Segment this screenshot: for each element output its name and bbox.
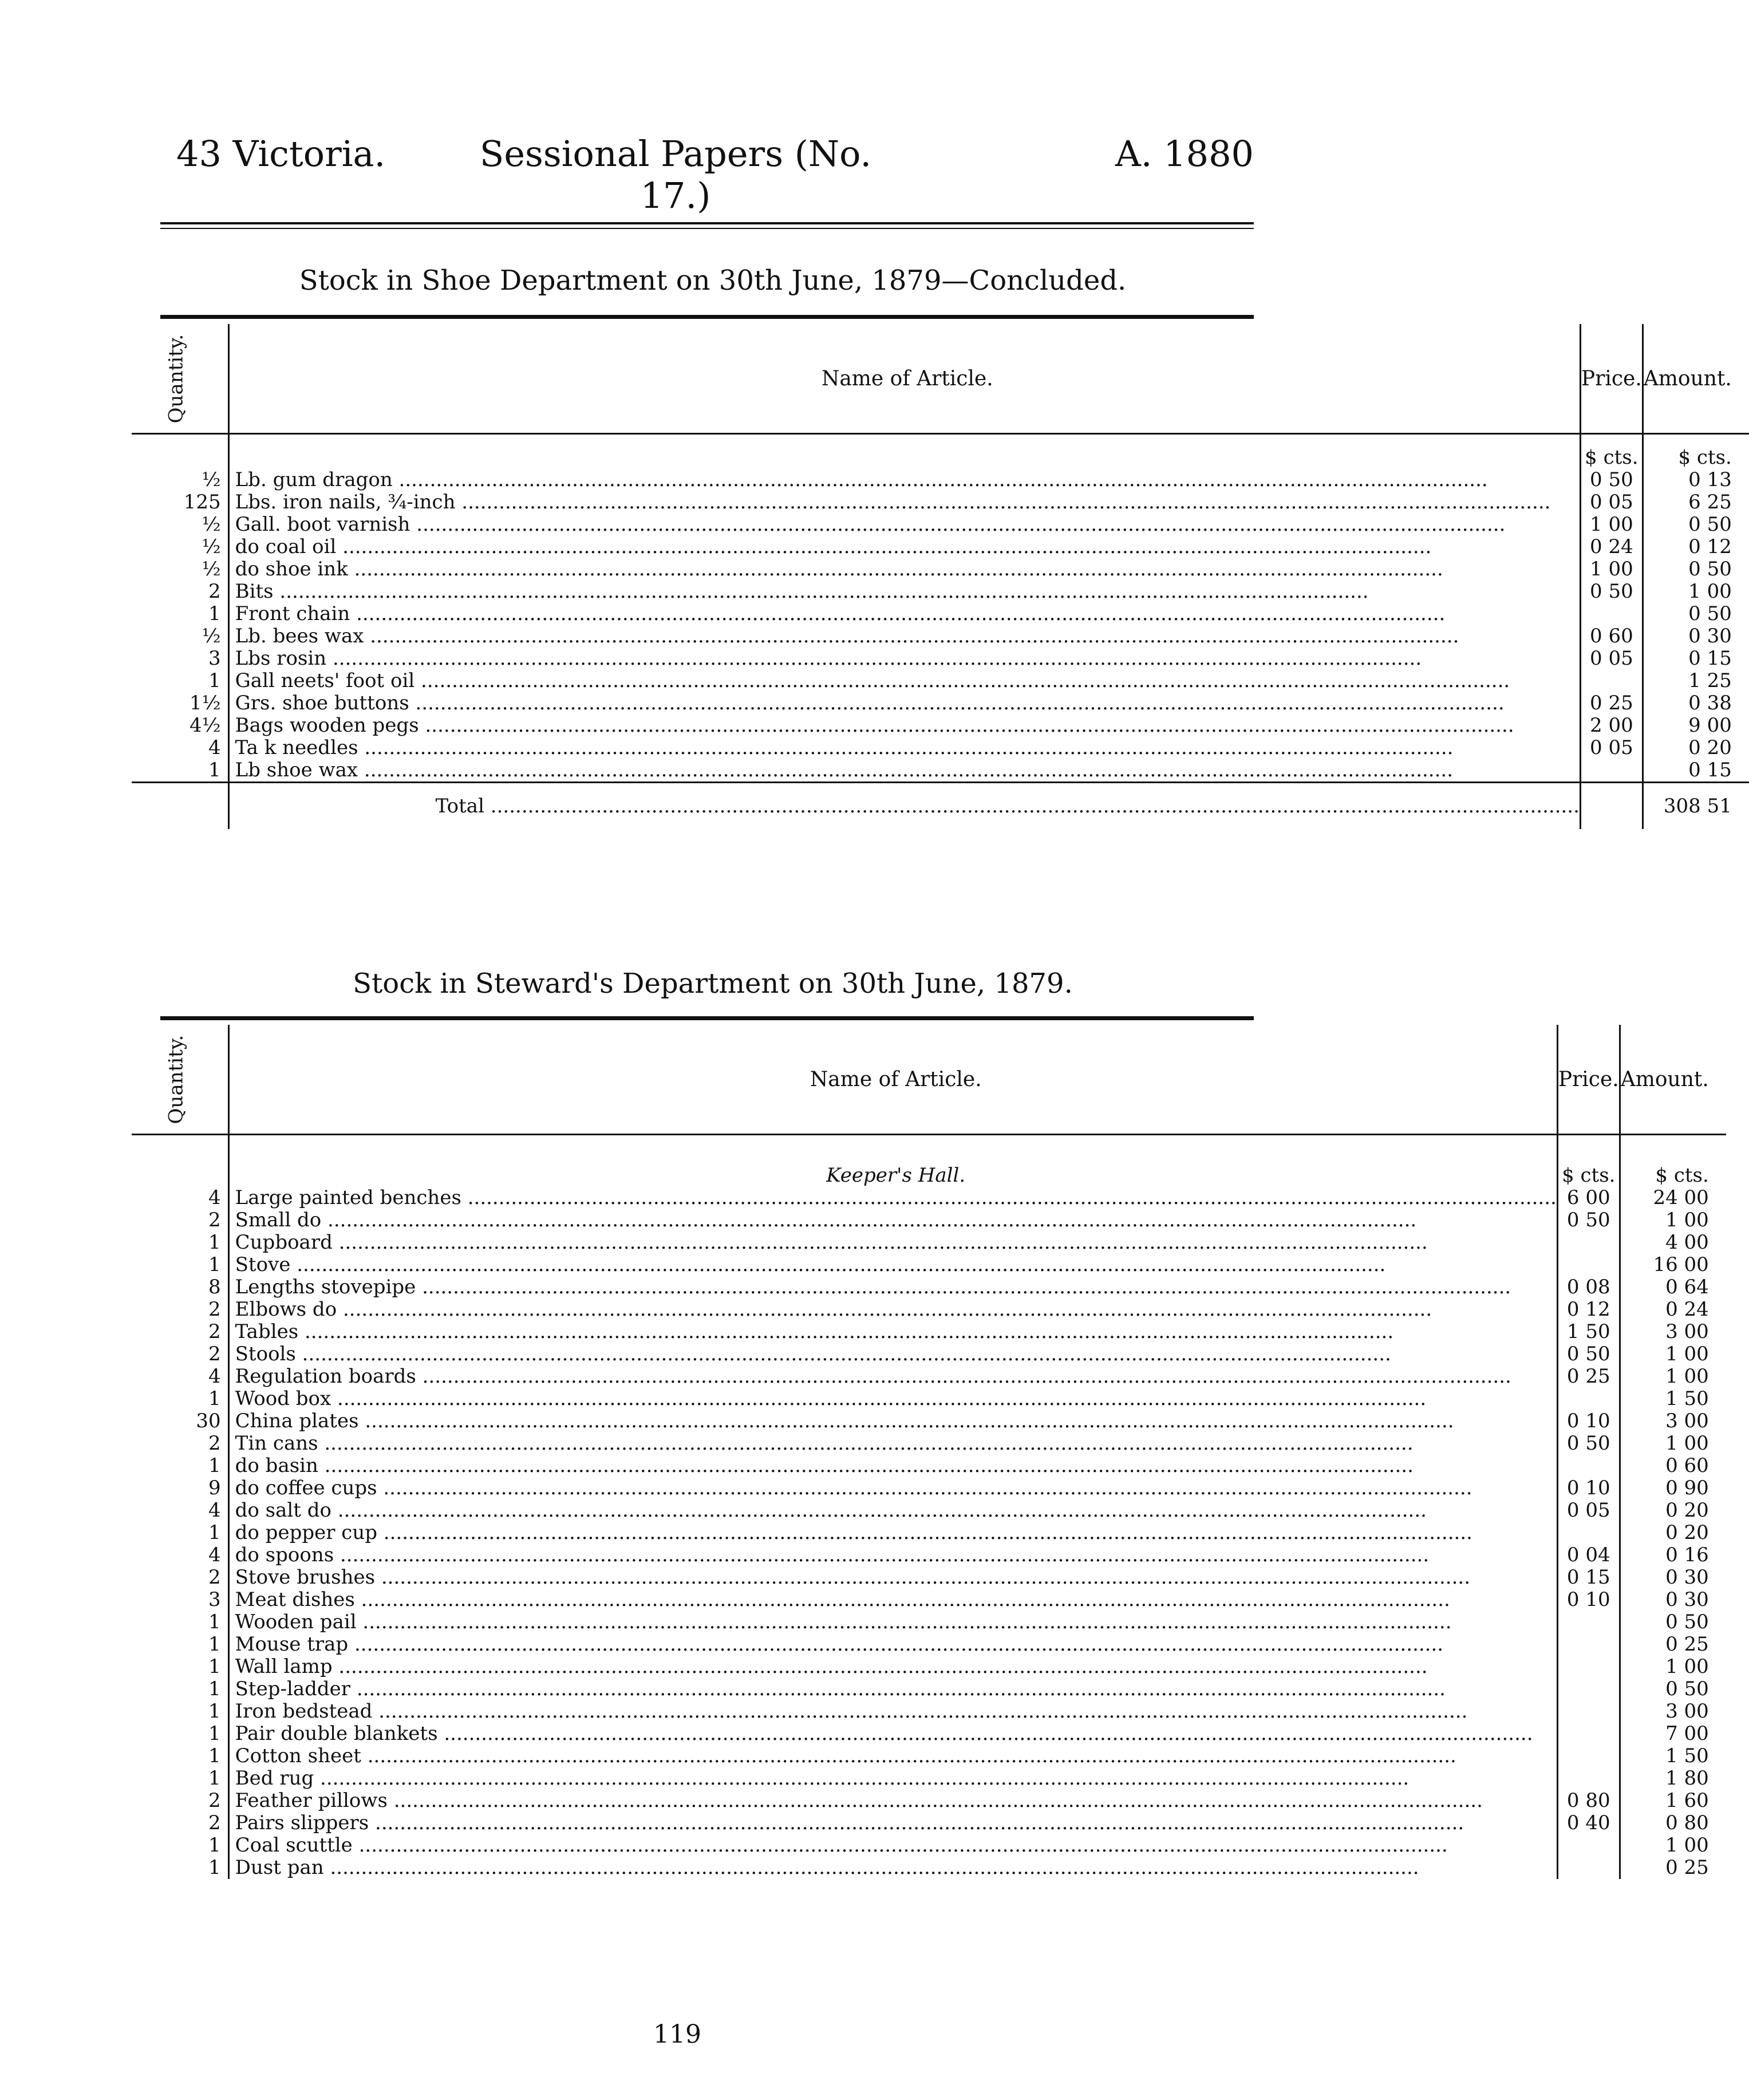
table-row [132,1209,1726,1231]
table-row [132,1499,1726,1522]
table-row [132,1834,1726,1857]
table-row [132,1276,1726,1298]
page-number: 119 [653,2020,701,2049]
article-name-cell: Mouse trap ..... [235,1633,1443,1656]
price-cell: 1 00 [1590,513,1633,536]
price-cell: 0 25 [1566,1365,1610,1388]
price-cell: 0 80 [1566,1789,1610,1812]
amount-cell: 1 00 [1665,1209,1709,1231]
article-name-cell: China plates ..... [235,1410,1454,1432]
quantity-cell: ½ [202,513,221,536]
table-row [132,536,1749,558]
table-row [132,1343,1726,1365]
article-name-cell: Lbs. iron nails, ¾-inch ..... [235,491,1551,514]
article-name-cell: do salt do ..... [235,1499,1427,1522]
amount-cell: 1 60 [1665,1789,1709,1812]
article-name-cell: Stove brushes ..... [235,1566,1470,1589]
header-rule [160,222,1254,224]
amount-cell: 1 00 [1688,580,1732,603]
amount-cell: 6 25 [1688,491,1732,514]
amount-cell: 0 12 [1688,535,1732,558]
quantity-cell: 1 [208,1655,221,1678]
article-name-cell: Pair double blankets ..... [235,1722,1533,1745]
amount-cell: 7 00 [1665,1722,1709,1745]
steward-title-rule [160,1016,1254,1020]
quantity-cell: ½ [202,558,221,581]
quantity-cell: 1 [208,669,221,692]
article-name-cell: Stove ..... [235,1253,1386,1276]
article-name-cell: Elbows do ..... [235,1298,1432,1321]
shoe-table-title: Stock in Shoe Department on 30th June, 1879—Concluded. [299,265,1127,297]
price-cell: 0 15 [1566,1566,1610,1589]
table-row [132,514,1749,536]
quantity-cell: 30 [196,1410,221,1432]
quantity-cell: 3 [208,647,221,670]
running-header-left: 43 Victoria. [176,133,386,175]
table-row [132,1566,1726,1589]
table-row [132,670,1749,692]
price-cell: 0 24 [1590,535,1633,558]
article-name-cell: do pepper cup ..... [235,1521,1472,1544]
amount-cell: 1 50 [1665,1387,1709,1410]
article-name-cell: Cupboard ..... [235,1231,1428,1254]
running-header-center: Sessional Papers (No. 17.) [479,133,872,216]
header-rule-thin [160,228,1254,229]
article-name-cell: Meat dishes ..... [235,1588,1450,1611]
amount-cell: 0 50 [1665,1610,1709,1633]
table-row [132,1365,1726,1388]
table-row [132,1745,1726,1767]
article-name-cell: Pairs slippers ..... [235,1811,1464,1834]
quantity-cell: 2 [208,1566,221,1589]
table-row [132,1656,1726,1678]
table-row [132,1455,1726,1477]
quantity-cell: 9 [208,1477,221,1499]
table-row [132,1589,1726,1611]
quantity-cell: 1 [208,1633,221,1656]
article-name-cell: Wooden pail ..... [235,1610,1452,1633]
steward-stock-table [132,1025,1726,1879]
amount-cell: 0 50 [1688,558,1732,581]
amount-cell: 0 60 [1665,1454,1709,1477]
amount-cell: 0 20 [1688,736,1732,759]
amount-cell: 0 20 [1665,1499,1709,1522]
article-name-cell: Tin cans ..... [235,1432,1414,1455]
amount-cell: 0 30 [1665,1588,1709,1611]
quantity-cell: 2 [208,1789,221,1812]
table-row [132,1231,1726,1254]
table-row [132,1633,1726,1656]
price-cell: 0 12 [1566,1298,1610,1321]
price-cell: 0 50 [1566,1432,1610,1455]
amount-cell: 9 00 [1688,714,1732,737]
section-heading-row [132,1135,1726,1187]
article-name-cell: Small do ..... [235,1209,1417,1231]
table-row [132,1812,1726,1834]
article-name-cell: Iron bedstead ..... [235,1700,1468,1723]
steward-table-body [132,1135,1726,1880]
amount-cell: 0 20 [1665,1521,1709,1544]
article-name-cell: Lengths stovepipe ..... [235,1276,1511,1298]
quantity-cell: 2 [208,1343,221,1365]
quantity-cell: 2 [208,1209,221,1231]
amount-cell: 1 00 [1665,1834,1709,1857]
table-row [132,1321,1726,1343]
table-row [132,1544,1726,1566]
total-amount: 308 51 [1643,783,1749,830]
amount-unit: $ cts. [1643,434,1749,469]
table-row [132,469,1749,491]
table-row [132,603,1749,625]
amount-cell: 0 30 [1688,625,1732,648]
table-row [132,581,1749,603]
quantity-cell: ½ [202,535,221,558]
price-cell: 0 10 [1566,1588,1610,1611]
table-row [132,692,1749,715]
article-name-cell: Front chain ..... [235,602,1446,625]
price-cell: 0 05 [1590,736,1633,759]
table-row [132,1767,1726,1790]
price-cell: 0 25 [1590,692,1633,715]
quantity-cell: 1 [208,1231,221,1254]
article-name-cell: Feather pillows ..... [235,1789,1483,1812]
quantity-cell: 1½ [189,692,221,715]
quantity-cell: 4 [208,1365,221,1388]
price-cell: 0 05 [1590,491,1633,514]
table-row [132,1477,1726,1499]
quantity-cell: 1 [208,1610,221,1633]
quantity-cell: 1 [208,1387,221,1410]
table-row [132,715,1749,737]
quantity-cell: 4½ [189,714,221,737]
article-name-cell: Gall. boot varnish ..... [235,513,1506,536]
amount-cell: 0 64 [1665,1276,1709,1298]
table-row [132,625,1749,648]
price-cell: 0 40 [1566,1811,1610,1834]
table-row [132,1790,1726,1812]
article-name-cell: Lb shoe wax ..... [235,759,1453,781]
table-row [132,648,1749,670]
price-cell: 1 00 [1590,558,1633,581]
article-name-cell: Wood box ..... [235,1387,1427,1410]
amount-cell: 3 00 [1665,1410,1709,1432]
article-name-cell: Grs. shoe buttons ..... [235,692,1505,715]
amount-cell: 4 00 [1665,1231,1709,1254]
table-row [132,1187,1726,1209]
quantity-cell: 1 [208,1856,221,1879]
table-row [132,1388,1726,1410]
amount-cell: 3 00 [1665,1700,1709,1723]
amount-cell: 16 00 [1653,1253,1709,1276]
quantity-cell: 1 [208,1521,221,1544]
col-quantity-header: Quantity. [132,324,228,434]
amount-cell: 1 50 [1665,1744,1709,1767]
price-cell: 1 50 [1566,1320,1610,1343]
total-label: Total ..... [436,795,1580,818]
article-name-cell: Lb. gum dragon ..... [235,468,1488,491]
amount-cell: 0 16 [1665,1544,1709,1566]
amount-cell: 0 90 [1665,1477,1709,1499]
price-cell: 0 05 [1590,647,1633,670]
article-name-cell: do coffee cups ..... [235,1477,1472,1499]
quantity-cell: 1 [208,1834,221,1857]
article-name-cell: do basin ..... [235,1454,1414,1477]
amount-cell: 0 15 [1688,647,1732,670]
amount-cell: 0 13 [1688,468,1732,491]
article-name-cell: Step-ladder ..... [235,1677,1446,1700]
article-name-cell: Regulation boards ..... [235,1365,1511,1388]
price-cell: 0 10 [1566,1410,1610,1432]
quantity-cell: 1 [208,1767,221,1790]
article-name-cell: Cotton sheet ..... [235,1744,1456,1767]
table-row [132,1254,1726,1276]
table-row [132,1723,1726,1745]
amount-cell: 0 38 [1688,692,1732,715]
price-unit: $ cts. [1580,434,1643,469]
table-row [132,1857,1726,1879]
article-name-cell: Ta k needles ..... [235,736,1454,759]
price-cell: 2 00 [1590,714,1633,737]
article-name-cell: Bits ..... [235,580,1369,603]
quantity-cell: 125 [183,491,221,514]
price-cell: 0 50 [1590,580,1633,603]
article-name-cell: Bags wooden pegs ..... [235,714,1514,737]
quantity-cell: 2 [208,1432,221,1455]
amount-cell: 0 80 [1665,1811,1709,1834]
article-name-cell: Lb. bees wax ..... [235,625,1459,648]
steward-table-title: Stock in Steward's Department on 30th June, 1879. [353,968,1073,1000]
col-price-header: Price. [1580,324,1643,434]
col-price-header: Price. [1557,1025,1620,1135]
quantity-cell: 1 [208,1744,221,1767]
article-name-cell: do shoe ink ..... [235,558,1443,581]
amount-cell: 0 24 [1665,1298,1709,1321]
steward-table-header [132,1025,1726,1135]
amount-cell: 0 25 [1665,1856,1709,1879]
quantity-cell: 4 [208,1499,221,1522]
table-row [132,759,1749,783]
price-cell: 0 05 [1566,1499,1610,1522]
quantity-cell: 2 [208,1298,221,1321]
col-name-header: Name of Article. [228,1025,1557,1135]
price-cell: 0 04 [1566,1544,1610,1566]
quantity-cell: 1 [208,1253,221,1276]
shoe-table-body [132,434,1749,783]
amount-cell: 1 00 [1665,1655,1709,1678]
amount-cell: 3 00 [1665,1320,1709,1343]
col-quantity-header: Quantity. [132,1025,228,1135]
quantity-cell: 4 [208,736,221,759]
quantity-cell: 1 [208,602,221,625]
table-row [132,1522,1726,1544]
col-name-header: Name of Article. [228,324,1580,434]
price-cell: 0 60 [1590,625,1633,648]
table-row [132,1410,1726,1432]
quantity-cell: 1 [208,1677,221,1700]
shoe-stock-table [132,324,1749,829]
table-row [132,1678,1726,1700]
amount-cell: 1 00 [1665,1432,1709,1455]
table-row [132,1432,1726,1455]
article-name-cell: Wall lamp ..... [235,1655,1428,1678]
unit-row [132,434,1749,469]
table-row [132,737,1749,759]
amount-cell: 0 50 [1665,1677,1709,1700]
price-cell: 0 08 [1566,1276,1610,1298]
amount-cell: 0 25 [1665,1633,1709,1656]
quantity-cell: 3 [208,1588,221,1611]
price-cell: 0 50 [1566,1343,1610,1365]
quantity-cell: ½ [202,468,221,491]
article-name-cell: Bed rug ..... [235,1767,1410,1790]
quantity-cell: 1 [208,1700,221,1723]
quantity-cell: 1 [208,759,221,781]
price-cell: 0 50 [1566,1209,1610,1231]
running-header-right: A. 1880 [1115,133,1254,175]
quantity-cell: 2 [208,1320,221,1343]
col-amount-header: Amount. [1620,1025,1726,1135]
table-row [132,1611,1726,1633]
total-row [132,783,1749,830]
table-row [132,491,1749,514]
price-cell: 0 10 [1566,1477,1610,1499]
amount-cell: 1 80 [1665,1767,1709,1790]
amount-cell: 0 15 [1688,759,1732,781]
table-row [132,1298,1726,1321]
amount-cell: 1 00 [1665,1343,1709,1365]
article-name-cell: Lbs rosin ..... [235,647,1422,670]
table-row [132,558,1749,581]
quantity-cell: 2 [208,1811,221,1834]
price-cell: 6 00 [1566,1186,1610,1209]
quantity-cell: 2 [208,580,221,603]
amount-cell: 0 50 [1688,602,1732,625]
quantity-cell: 8 [208,1276,221,1298]
quantity-cell: 1 [208,1454,221,1477]
quantity-cell: 4 [208,1544,221,1566]
price-cell: 0 50 [1590,468,1633,491]
quantity-cell: 4 [208,1186,221,1209]
amount-cell: 0 50 [1688,513,1732,536]
shoe-table-header [132,324,1749,434]
amount-cell: 1 00 [1665,1365,1709,1388]
article-name-cell: Stools ..... [235,1343,1391,1365]
article-name-cell: do spoons ..... [235,1544,1430,1566]
col-amount-header: Amount. [1643,324,1749,434]
amount-cell: 1 25 [1688,669,1732,692]
article-name-cell: Tables ..... [235,1320,1393,1343]
table-row [132,1700,1726,1723]
quantity-cell: 1 [208,1722,221,1745]
price-unit: $ cts. [1557,1135,1620,1187]
section-heading: Keeper's Hall. [228,1135,1557,1187]
amount-cell: 0 30 [1665,1566,1709,1589]
amount-cell: 24 00 [1653,1186,1709,1209]
article-name-cell: Large painted benches ..... [235,1186,1557,1209]
article-name-cell: Coal scuttle ..... [235,1834,1448,1857]
article-name-cell: do coal oil ..... [235,535,1432,558]
amount-unit: $ cts. [1620,1135,1726,1187]
shoe-title-rule [160,315,1254,319]
article-name-cell: Gall neets' foot oil ..... [235,669,1510,692]
article-name-cell: Dust pan ..... [235,1856,1419,1879]
quantity-cell: ½ [202,625,221,648]
